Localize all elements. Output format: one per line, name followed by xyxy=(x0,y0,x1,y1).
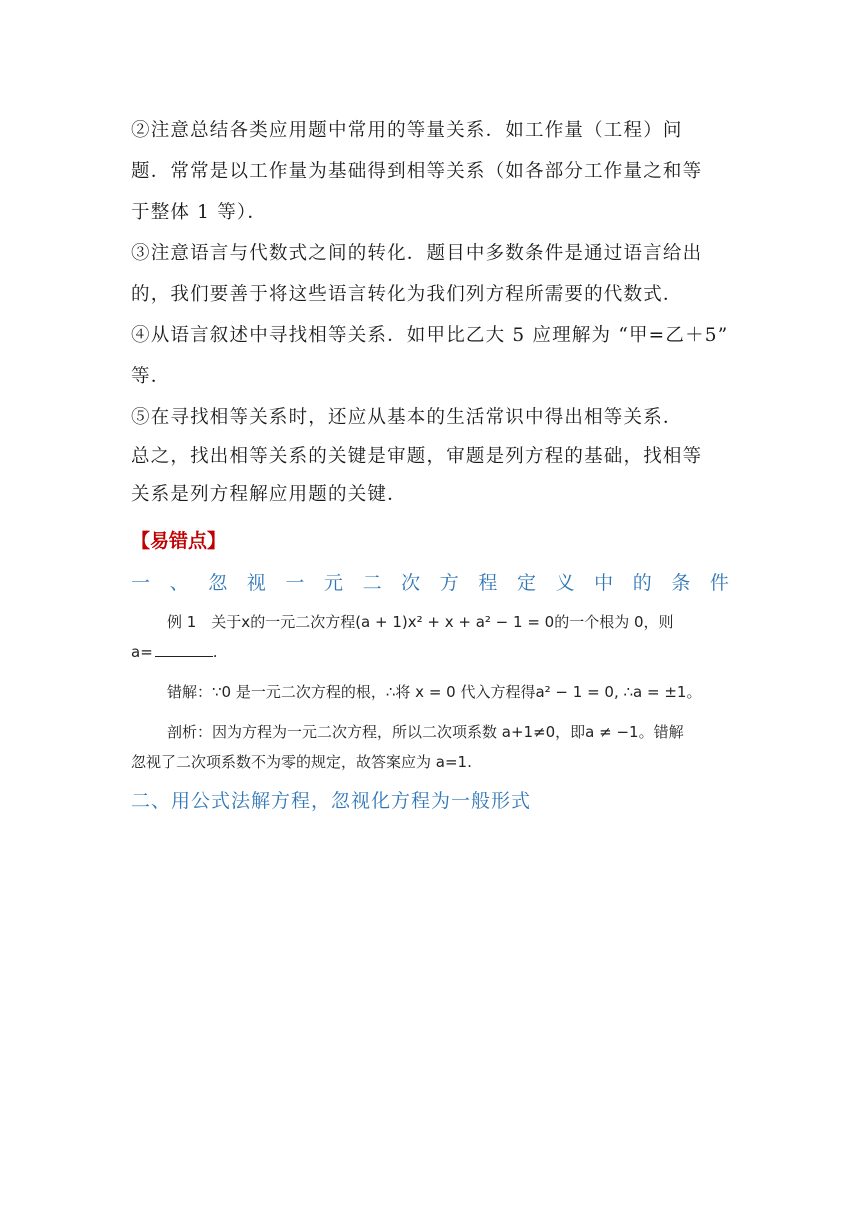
paragraph-line: 于整体 1 等）． xyxy=(131,202,268,223)
summary-line: 关系是列方程解应用题的关键． xyxy=(131,484,407,505)
section-title: 【易错点】 xyxy=(131,530,227,552)
heading-char: 二 xyxy=(362,572,382,594)
paragraph-line: 的，我们要善于将这些语言转化为我们列方程所需要的代数式． xyxy=(131,284,683,305)
example-block xyxy=(131,607,729,777)
heading-char: 定 xyxy=(516,572,536,594)
heading-char: 件 xyxy=(709,572,729,594)
heading-char: 的 xyxy=(632,572,652,594)
example-question: 例 1 关于x的一元二次方程(a + 1)x² + x + a² − 1 = 0的一个根为 0，则 xyxy=(167,613,674,631)
answer-blank xyxy=(155,642,213,657)
analysis-line: 剖析：因为方程为一元二次方程，所以二次项系数 a+1≠0，即a ≠ −1。错解 xyxy=(167,723,684,741)
answer-suffix: . xyxy=(212,643,218,661)
heading-char: 方 xyxy=(439,572,459,594)
heading-char: 一 xyxy=(285,572,305,594)
example-answer-line xyxy=(131,637,729,667)
paragraph-line: ⑤在寻找相等关系时，还应从基本的生活常识中得出相等关系． xyxy=(131,407,683,428)
heading-char: 中 xyxy=(594,572,614,594)
paragraph-line: 题．常常是以工作量为基础得到相等关系（如各部分工作量之和等 xyxy=(131,161,703,182)
heading-char: 一 xyxy=(131,572,151,594)
analysis-line: 忽视了二次项系数不为零的规定，故答案应为 a=1. xyxy=(131,753,472,771)
paragraph-line: ③注意语言与代数式之间的转化．题目中多数条件是通过语言给出 xyxy=(131,243,703,264)
item1-heading xyxy=(131,563,729,603)
heading-char: 条 xyxy=(671,572,691,594)
heading-char: 次 xyxy=(401,572,421,594)
wrong-solution: 错解：∵0 是一元二次方程的根，∴将 x = 0 代入方程得a² − 1 = 0, ∴a = ±1。 xyxy=(167,683,702,701)
paragraph-line: ②注意总结各类应用题中常用的等量关系．如工作量（工程）问 xyxy=(131,120,683,141)
heading-char: 元 xyxy=(323,572,343,594)
paragraph-line: ④从语言叙述中寻找相等关系．如甲比乙大 5 应理解为 “甲=乙＋5” xyxy=(131,325,729,346)
answer-prefix: a= xyxy=(131,643,153,661)
heading-char: 视 xyxy=(246,572,266,594)
paragraph-line: 等． xyxy=(131,366,171,387)
heading-char: 义 xyxy=(555,572,575,594)
heading-char: 、 xyxy=(169,572,189,594)
heading-char: 忽 xyxy=(208,572,228,594)
summary-line: 总之，找出相等关系的关键是审题，审题是列方程的基础，找相等 xyxy=(131,446,703,467)
item2-heading: 二、用公式法解方程，忽视化方程为一般形式 xyxy=(131,790,532,812)
heading-char: 程 xyxy=(478,572,498,594)
document-page xyxy=(131,110,729,821)
